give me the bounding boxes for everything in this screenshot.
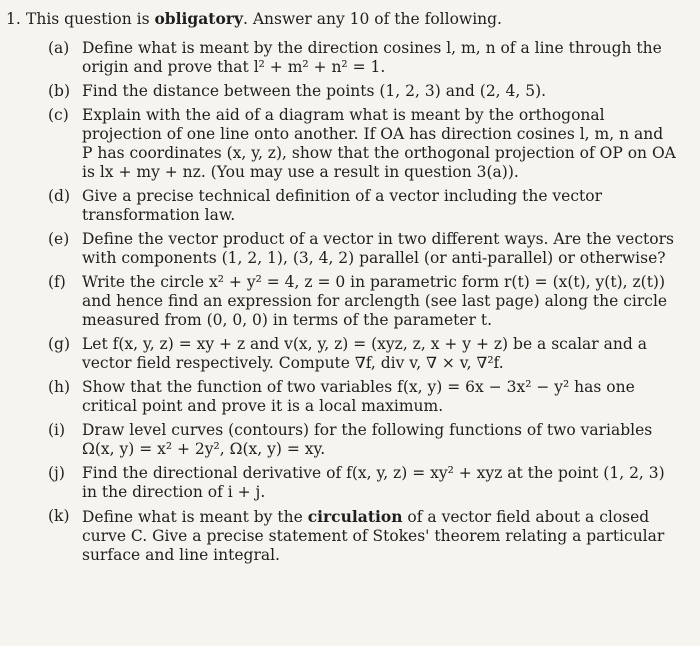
item-label: (e) — [48, 230, 70, 248]
circulation-bold-text: circulation — [307, 507, 403, 526]
question-item-d — [48, 187, 676, 225]
item-label: (j) — [48, 464, 65, 482]
item-label: (f) — [48, 273, 66, 291]
item-text: Draw level curves (contours) for the following functions of two variables Ω(x, y) = x² + 2y², Ω(x, y) = xy. — [82, 421, 653, 458]
item-text: Define what is meant by the direction cosines l, m, n of a line through the origin and prove that l² + m² + n² = 1. — [82, 39, 662, 76]
question-item-f — [48, 273, 676, 330]
item-text-end: of a vector field about a closed curve C. Give a precise statement of Stokes' theorem relating a particular surface and line integral. — [82, 508, 665, 564]
question-heading — [6, 9, 676, 29]
question-item-i — [48, 421, 676, 459]
question-item-k — [48, 507, 676, 565]
intro-bold-text: obligatory — [154, 9, 243, 28]
question-item-h — [48, 378, 676, 416]
item-text-start: Define what is meant by the — [82, 508, 308, 526]
question-item-a — [48, 39, 676, 77]
item-text: Explain with the aid of a diagram what is meant by the orthogonal projection of one line onto another. If OA has direction cosines l, m, n and P has coordinates (x, y, z), show that the orthogonal projection of OP on OA is lx + my + nz. (You may use a result in question 3(a)). — [82, 106, 676, 181]
question-item-e — [48, 230, 676, 268]
question-items — [48, 39, 676, 565]
question-number: 1. — [6, 10, 21, 28]
item-text: Give a precise technical definition of a vector including the vector transformation law. — [82, 187, 603, 224]
question-item-g — [48, 335, 676, 373]
item-text: Write the circle x² + y² = 4, z = 0 in parametric form r(t) = (x(t), y(t), z(t)) and hence find an expression for arclength (see last page) along the circle measured from (0, 0, 0) in terms of the parameter t. — [82, 273, 668, 329]
item-label: (g) — [48, 335, 71, 353]
item-label: (h) — [48, 378, 71, 396]
question-item-c — [48, 106, 676, 182]
item-text: Find the directional derivative of f(x, y, z) = xy² + xyz at the point (1, 2, 3) in the direction of i + j. — [82, 464, 665, 501]
item-label: (a) — [48, 39, 70, 57]
item-text — [82, 507, 676, 565]
question-item-b — [48, 82, 676, 101]
item-label: (k) — [48, 507, 70, 525]
item-text: Find the distance between the points (1, 2, 3) and (2, 4, 5). — [82, 82, 547, 100]
item-label: (d) — [48, 187, 71, 205]
question-item-j — [48, 464, 676, 502]
item-label: (i) — [48, 421, 66, 439]
item-text: Let f(x, y, z) = xy + z and v(x, y, z) = (xyz, z, x + y + z) be a scalar and a vector field respectively. Compute ∇f, div v, ∇ × v, ∇²f. — [82, 335, 647, 372]
item-label: (b) — [48, 82, 71, 100]
item-label: (c) — [48, 106, 69, 124]
intro-text: This question is — [26, 10, 155, 28]
item-text: Define the vector product of a vector in two different ways. Are the vectors with components (1, 2, 1), (3, 4, 2) parallel (or anti-parallel) or otherwise? — [82, 230, 674, 267]
intro-text-end: . Answer any 10 of the following. — [242, 10, 502, 28]
item-text: Show that the function of two variables f(x, y) = 6x − 3x² − y² has one critical point and prove it is a local maximum. — [82, 378, 635, 415]
